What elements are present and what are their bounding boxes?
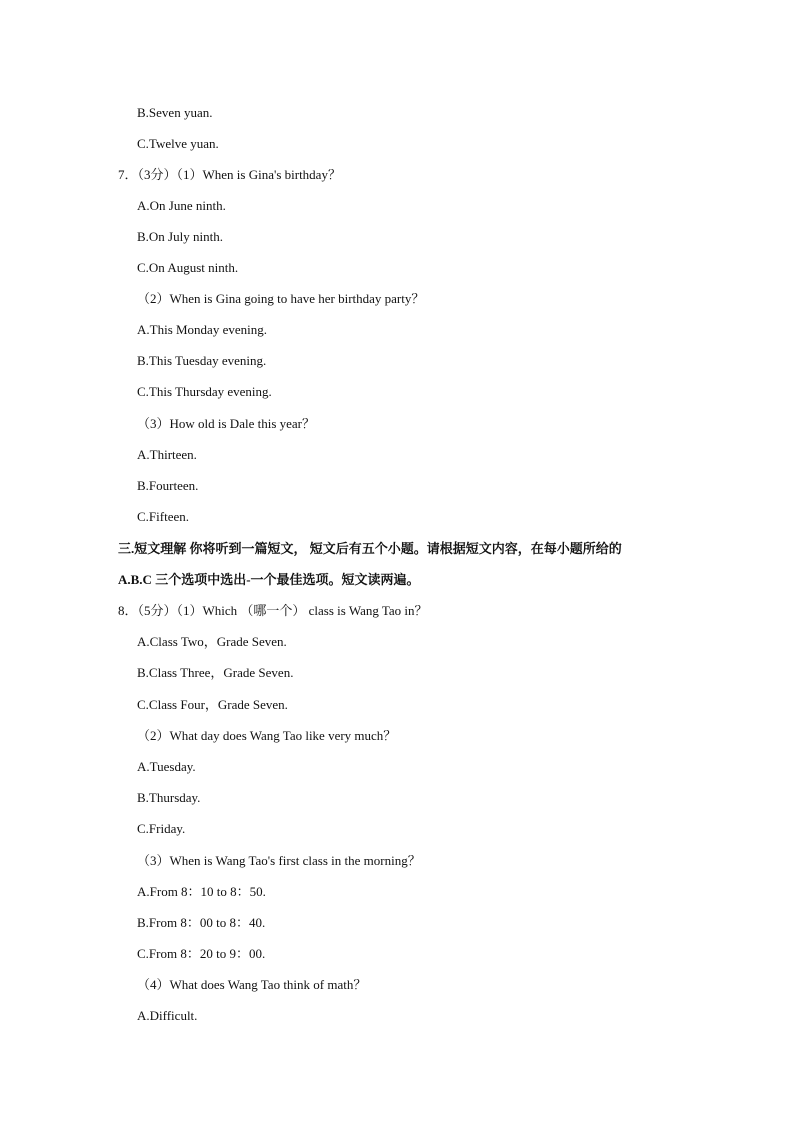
q8-2-option-c: C.Friday.	[137, 821, 186, 836]
q7-2-question: （2）When is Gina going to have her birthday party？	[137, 291, 425, 306]
q8-4-option-a: A.Difficult.	[137, 1008, 198, 1023]
q8-3-option-b: B.From 8：00 to 8：40.	[137, 915, 266, 930]
q7-1-option-b: B.On July ninth.	[137, 229, 223, 244]
q8-3-option-a: A.From 8：10 to 8：50.	[137, 884, 266, 899]
q7-header: 7．（3分）（1）When is Gina's birthday？	[118, 167, 341, 182]
q6-option-b: B.Seven yuan.	[137, 105, 213, 120]
q8-header: 8．（5分）（1）Which （哪一个） class is Wang Tao in？	[118, 603, 428, 618]
section3-instruction-line1: 三.短文理解 你将听到一篇短文， 短文后有五个小题。请根据短文内容，在每小题所给的	[118, 541, 622, 556]
q8-3-option-c: C.From 8：20 to 9：00.	[137, 946, 266, 961]
q7-1-option-c: C.On August ninth.	[137, 260, 239, 275]
section3-instruction-line2: A.B.C 三个选项中选出-一个最佳选项。短文读两遍。	[118, 572, 420, 587]
q7-1-option-a: A.On June ninth.	[137, 198, 226, 213]
q8-2-option-b: B.Thursday.	[137, 790, 201, 805]
q8-4-question: （4）What does Wang Tao think of math？	[137, 977, 367, 992]
q8-2-question: （2）What day does Wang Tao like very much？	[137, 728, 397, 743]
q8-2-option-a: A.Tuesday.	[137, 759, 196, 774]
q8-1-option-b: B.Class Three，Grade Seven.	[137, 665, 294, 680]
q7-2-option-c: C.This Thursday evening.	[137, 384, 272, 399]
q8-1-option-a: A.Class Two，Grade Seven.	[137, 634, 287, 649]
q7-3-option-b: B.Fourteen.	[137, 478, 199, 493]
q8-1-option-c: C.Class Four，Grade Seven.	[137, 697, 288, 712]
q8-3-question: （3）When is Wang Tao's first class in the morning？	[137, 853, 421, 868]
q7-3-option-c: C.Fifteen.	[137, 509, 189, 524]
q7-3-question: （3）How old is Dale this year？	[137, 416, 316, 431]
q7-2-option-b: B.This Tuesday evening.	[137, 353, 267, 368]
q7-3-option-a: A.Thirteen.	[137, 447, 197, 462]
q6-option-c: C.Twelve yuan.	[137, 136, 219, 151]
q7-2-option-a: A.This Monday evening.	[137, 322, 267, 337]
